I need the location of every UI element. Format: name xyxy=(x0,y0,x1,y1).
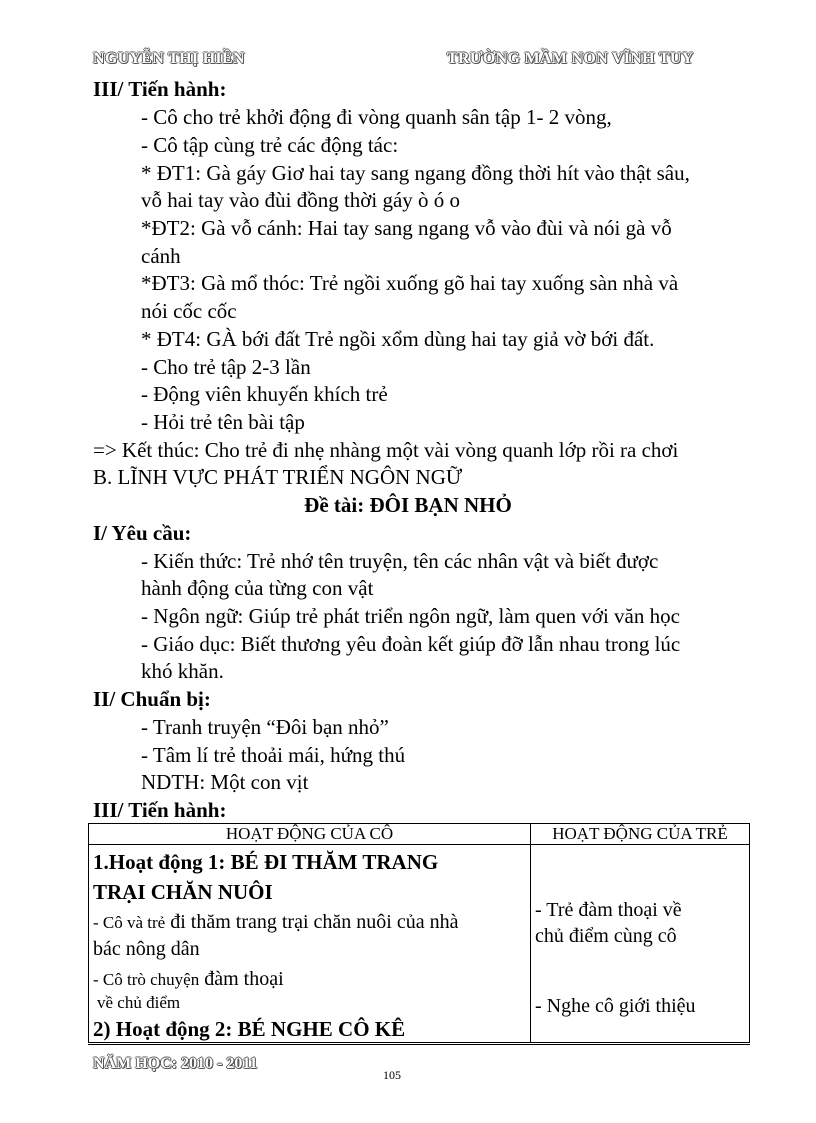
child-step-chat xyxy=(535,897,745,949)
preparation-line: NDTH: Một con vịt xyxy=(141,770,309,794)
footer-school-year: NĂM HỌC: 2010 - 2011 xyxy=(93,1055,258,1072)
procedure-line: - Cô cho trẻ khởi động đi vòng quanh sân tập 1- 2 vòng, xyxy=(141,105,612,129)
teacher-step-visit xyxy=(93,909,526,962)
requirement-line: - Ngôn ngữ: Giúp trẻ phát triển ngôn ngữ, làm quen với văn học xyxy=(141,604,680,628)
column-header-teacher: HOẠT ĐỘNG CỦA CÔ xyxy=(89,824,531,845)
requirement-line: - Kiến thức: Trẻ nhớ tên truyện, tên các nhân vật và biết được xyxy=(141,549,659,573)
teacher-activity-cell xyxy=(89,845,531,1044)
child-step-chat-line1: - Trẻ đàm thoại về xyxy=(535,899,682,921)
procedure-line: vỗ hai tay vào đùi đồng thời gáy ò ó o xyxy=(141,188,461,212)
child-step-listen: - Nghe cô giới thiệu xyxy=(535,995,696,1017)
teacher-step-visit-dash: - Cô và trẻ xyxy=(93,913,166,932)
section-b-title: B. LĨNH VỰC PHÁT TRIỂN NGÔN NGỮ xyxy=(93,465,463,489)
activity-table xyxy=(88,823,750,1045)
teacher-step-chat xyxy=(93,968,526,1014)
procedure-line: * ĐT1: Gà gáy Giơ hai tay sang ngang đồng thời hít vào thật sâu, xyxy=(141,161,690,185)
activity-1-title-line2: TRẠI CHĂN NUÔI xyxy=(93,880,273,904)
teacher-step-visit-line2: bác nông dân xyxy=(93,938,200,960)
procedure-line: * ĐT4: GÀ bới đất Trẻ ngồi xổm dùng hai tay giả vờ bới đất. xyxy=(141,327,655,351)
column-header-child: HOẠT ĐỘNG CỦA TRẺ xyxy=(531,824,750,845)
procedure-line: *ĐT3: Gà mổ thóc: Trẻ ngồi xuống gõ hai tay xuống sàn nhà và xyxy=(141,271,679,295)
requirement-line: - Giáo dục: Biết thương yêu đoàn kết giúp đỡ lẫn nhau trong lúc xyxy=(141,632,681,656)
preparation-line: - Tâm lí trẻ thoải mái, hứng thú xyxy=(141,743,406,767)
requirement-line: khó khăn. xyxy=(141,659,224,683)
procedure-heading-2: III/ Tiến hành: xyxy=(93,798,227,822)
procedure-line: - Động viên khuyến khích trẻ xyxy=(141,382,388,406)
teacher-step-visit-rest: đi thăm trang trại chăn nuôi của nhà xyxy=(165,911,459,933)
lesson-topic: Đề tài: ĐÔI BẠN NHỎ xyxy=(304,493,512,517)
procedure-ending: => Kết thúc: Cho trẻ đi nhẹ nhàng một vài vòng quanh lớp rồi ra chơi xyxy=(93,438,679,462)
preparation-line: - Tranh truyện “Đôi bạn nhỏ” xyxy=(141,715,389,739)
teacher-step-chat-line2: về chủ điểm xyxy=(97,993,181,1012)
preparation-heading: II/ Chuẩn bị: xyxy=(93,687,211,711)
procedure-line: *ĐT2: Gà vỗ cánh: Hai tay sang ngang vỗ vào đùi và nói gà vỗ xyxy=(141,216,672,240)
table-row xyxy=(89,845,750,1044)
teacher-step-chat-rest: đàm thoại xyxy=(199,968,284,990)
requirement-line: hành động của từng con vật xyxy=(141,576,374,600)
table-header-row xyxy=(89,824,750,845)
page-number: 105 xyxy=(383,1068,401,1082)
section-heading-procedure: III/ Tiến hành: xyxy=(93,77,227,101)
activity-1-title-line1: 1.Hoạt động 1: BÉ ĐI THĂM TRANG xyxy=(93,850,439,874)
procedure-line: nói cốc cốc xyxy=(141,299,237,323)
procedure-line: cánh xyxy=(141,244,181,268)
requirements-heading: I/ Yêu cầu: xyxy=(93,521,192,545)
procedure-line: - Cô tập cùng trẻ các động tác: xyxy=(141,133,399,157)
procedure-line: - Hỏi trẻ tên bài tập xyxy=(141,410,305,434)
activity-1-title xyxy=(93,847,526,907)
activity-2-title: 2) Hoạt động 2: BÉ NGHE CÔ KÊ xyxy=(93,1017,406,1041)
header-school: TRƯỜNG MẦM NON VĨNH TUY xyxy=(447,50,694,67)
child-step-chat-line2: chủ điểm cùng cô xyxy=(535,925,677,947)
teacher-step-chat-dash: - Cô trò chuyện xyxy=(93,970,200,989)
procedure-line: - Cho trẻ tập 2-3 lần xyxy=(141,355,311,379)
child-activity-cell xyxy=(531,845,750,1044)
header-author: NGUYỄN THỊ HIỀN xyxy=(93,50,245,67)
